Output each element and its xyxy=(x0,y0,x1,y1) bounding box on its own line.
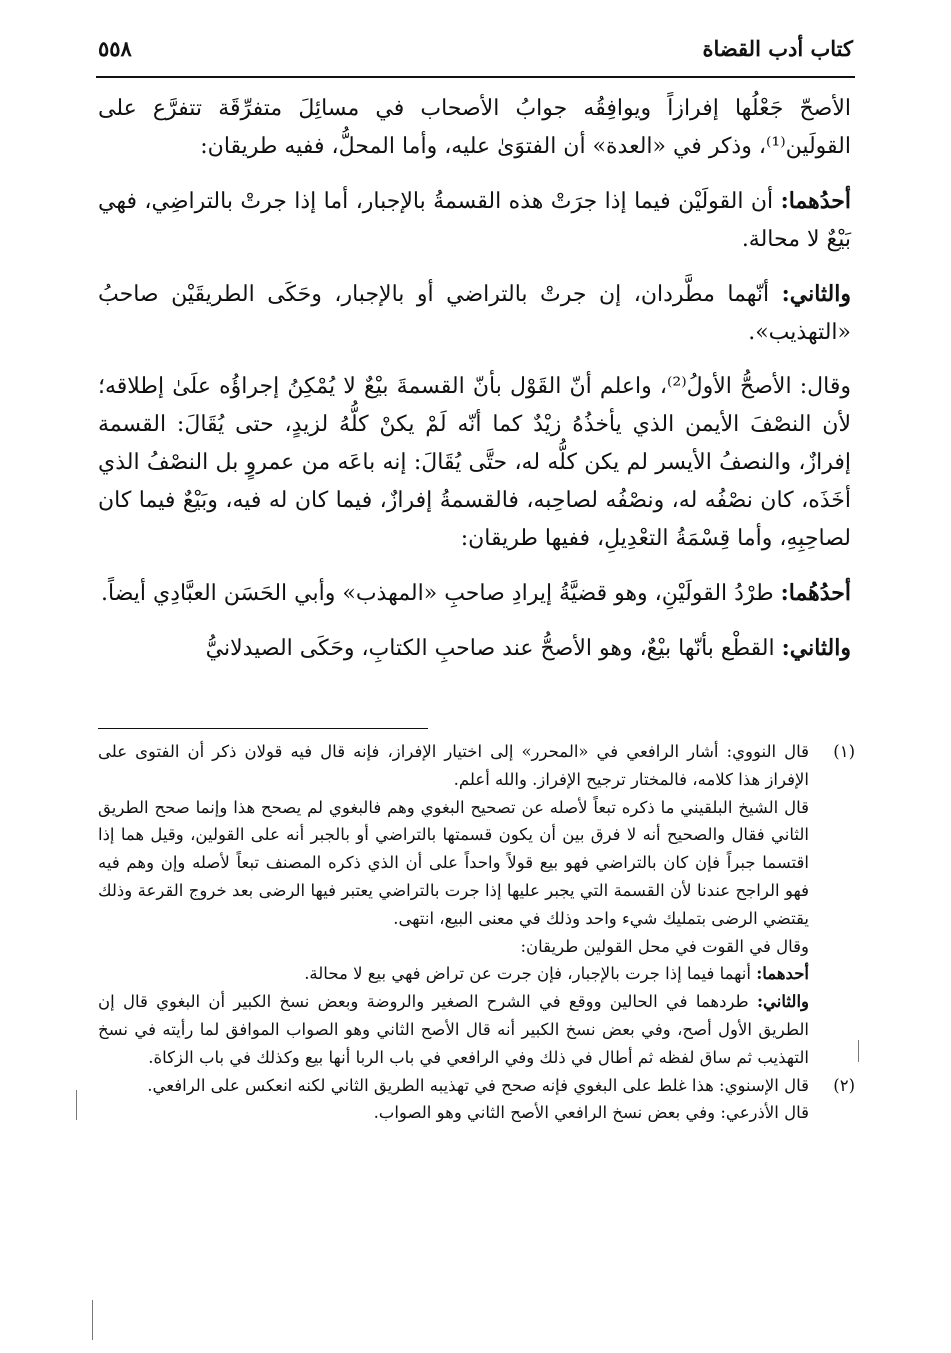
paragraph-4: وقال: الأصحُّ الأولُ⁽²⁾، واعلم أنّ القَوْل بأنّ القسمةَ بيْعٌ لا يُمْكِنُ إجراؤُه علَىٰ إطلاقه؛ لأن النصْفَ الأيمن الذي يأخذُهُ زيْدٌ كما أنّه لَمْ يكنْ كلُّهُ لزيدٍ، حتى يُقَالَ: القسمة إفرازٌ، والنصفُ الأيسر لم يكن كلُّه له، حتَّى يُقَالَ: إنه باعَه من عمروٍ بل النصْفُ الذي أخَذَه، كان نصْفُه له، ونصْفُه لصاحِبه، فالقسمةُ إفرازٌ، فيما كان له فيه، وبَيْعٌ فيما كان لصاحِبِهِ، وأما قِسْمَةُ التعْدِيلِ، ففيها طريقان: xyxy=(98,374,851,551)
paragraph-6 xyxy=(98,629,851,668)
paragraph-5 xyxy=(98,574,851,613)
paragraph-6-label: والثاني: xyxy=(781,635,851,661)
footnotes xyxy=(98,738,855,1127)
paragraph-5-label: أحدُهُما: xyxy=(780,580,851,606)
main-text xyxy=(98,90,851,684)
footnote-1-line-1: قال النووي: أشار الرافعي في «المحرر» إلى اختيار الإفراز، فإنه قال فيه قولان ذكر أن الفتوى على الإفراز هذا كلامه، فالمختار ترجيح الإفراز. والله أعلم. xyxy=(98,742,809,789)
scan-mark xyxy=(92,1300,93,1340)
footnote-1 xyxy=(98,738,855,1072)
page-number: ٥٥٨ xyxy=(98,35,132,61)
paragraph-2-label: أحدُهما: xyxy=(780,188,851,214)
footnote-2-number: (٢) xyxy=(833,1075,855,1095)
footnote-1-line-4 xyxy=(98,960,809,988)
running-title: كتاب أدب القضاة xyxy=(702,35,853,61)
paragraph-2-text: أن القولَيْن فيما إذا جرَتْ هذه القسمةُ بالإجبار، أما إذا جرتْ بالتراضِي، فهي بَيْعٌ لا محالة. xyxy=(98,189,851,252)
footnote-1-line-4-text: أنهما فيما إذا جرت بالإجبار، فإن جرت عن تراض فهي بيع لا محالة. xyxy=(304,964,757,984)
paragraph-3 xyxy=(98,275,851,352)
footnote-1-line-5-text: طردهما في الحالين ووقع في الشرح الصغير والروضة وبعض نسخ الكبير أن البغوي قال إن الطريق الأول أصح، وفي بعض نسخ الكبير أنه قال الأصح الثاني وهو الصواب الموافق لما رأيته في نسخ التهذيب ثم ساق لفظه ثم أطال في ذلك وفي الرافعي في باب الربا أنها بيع وكذلك في باب الزكاة. xyxy=(98,992,809,1067)
page-header xyxy=(98,28,853,68)
paragraph-6-text: القطْع بأنّها بيْعٌ، وهو الأصحُّ عند صاحبِ الكتابِ، وحَكَى الصيدلانيُّ xyxy=(205,636,782,661)
paragraph-3-label: والثاني: xyxy=(781,281,851,307)
footnote-1-line-2: قال الشيخ البلقيني ما ذكره تبعاً لأصله عن تصحيح البغوي وهم فالبغوي لم يصحح هذا وإنما صحح الطريق الثاني فقال والصحيح أنه لا فرق بين أن يكون قسمتها بالتراضي أو بالجبر أنه على القولين، وقيل هما إذا اقتسما جبراً فإن كان بالتراضي فهو بيع قولاً واحداً على أن الذي ذكره المصنف تبعاً لأصله وإن وهم فيه فهو الراجح عندنا لأن القسمة التي يجبر عليها إذا جرت بالتراضي يعتبر فيها الرضى بعد خروج القرعة وذلك يقتضي الرضى بتمليك شيء واحد وذلك في معنى البيع، انتهى. xyxy=(98,797,809,928)
footnote-1-line-5-label: والثاني: xyxy=(756,992,809,1012)
footnote-2-body xyxy=(98,1072,809,1128)
footnote-divider xyxy=(98,728,428,729)
footnote-2 xyxy=(98,1072,855,1128)
header-divider xyxy=(96,76,855,78)
paragraph-5-text: طرْدُ القولَيْنِ، وهو قضيَّةُ إيرادِ صاحبِ «المهذب» وأبي الحَسَن العبَّادِي أيضاً. xyxy=(101,581,781,606)
paragraph-2 xyxy=(98,182,851,259)
footnote-1-line-5 xyxy=(98,988,809,1071)
footnote-1-line-3: وقال في القوت في محل القولين طريقان: xyxy=(520,936,809,956)
footnote-2-line-1: قال الإسنوي: هذا غلط على البغوي فإنه صحح في تهذيبه الطريق الثاني لكنه انعكس على الرافعي. xyxy=(147,1075,809,1095)
footnote-2-line-2: قال الأذرعي: وفي بعض نسخ الرافعي الأصح الثاني وهو الصواب. xyxy=(373,1103,809,1123)
footnote-1-line-4-label: أحدهما: xyxy=(756,964,809,984)
scan-mark xyxy=(858,1040,859,1062)
footnote-1-body xyxy=(98,738,809,1072)
paragraph-1: الأصحّ جَعْلُها إفرازاً ويوافِقُه جوابُ الأصحاب في مسائِلَ متفرِّقَة تتفرَّع على القولَين⁽¹⁾، وذكر في «العدة» أن الفتوَىٰ عليه، وأما المحلُّ، ففيه طريقان: xyxy=(98,96,851,159)
footnote-1-number: (١) xyxy=(833,742,855,761)
scan-mark xyxy=(76,1090,77,1120)
paragraph-3-text: أنّهما مطَّردان، إن جرتْ بالتراضي أو بالإجبار، وحَكَى الطريقَيْن صاحبُ «التهذيب». xyxy=(98,282,851,345)
